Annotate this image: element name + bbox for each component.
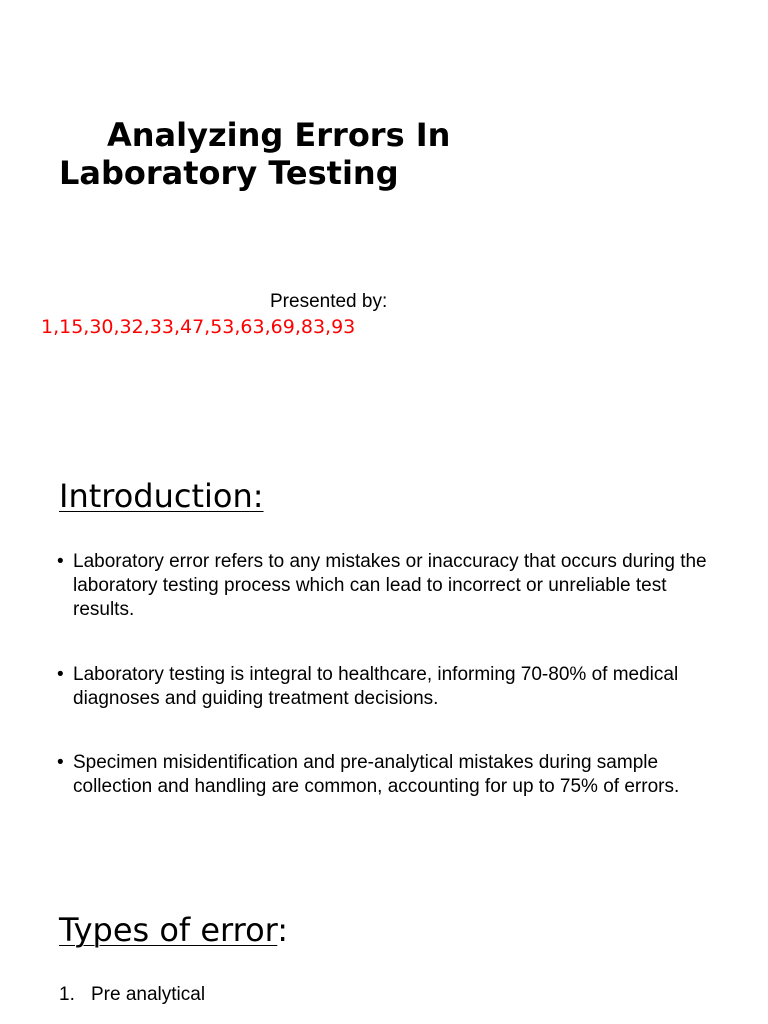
slide-title-line-1: Analyzing Errors In [107,116,451,154]
introduction-heading-text: Introduction: [59,477,264,515]
types-of-error-heading [59,910,288,950]
introduction-heading [59,476,264,516]
slide-title-line-2: Laboratory Testing [59,154,399,192]
bullet-text: Laboratory error refers to any mistakes or inaccuracy that occurs during the laboratory testing process which can lead to incorrect or unreliable test results. [73,551,707,620]
presented-by-label: Presented by: [270,291,388,312]
list-item-label: Pre analytical [91,984,206,1005]
bullet-item [57,751,727,799]
roll-numbers: 1,15,30,32,33,47,53,63,69,83,93 [41,316,356,338]
title-slide [0,0,768,440]
bullet-dot: • [57,664,64,685]
bullet-text: Specimen misidentification and pre-analytical mistakes during sample collection and handling are common, accounting for up to 75% of errors. [73,752,680,797]
bullet-text: Laboratory testing is integral to healthcare, informing 70-80% of medical diagnoses and guiding treatment decisions. [73,664,679,709]
bullet-item [57,663,727,711]
list-number: 1. [59,984,75,1005]
types-of-error-slide [0,870,768,1024]
numbered-list-item [59,983,205,1007]
introduction-slide [0,440,768,870]
bullet-item [57,550,727,622]
bullet-dot: • [57,752,64,773]
bullet-dot: • [57,551,64,572]
types-heading-suffix: : [277,911,289,949]
types-heading-text: Types of error [59,911,278,949]
